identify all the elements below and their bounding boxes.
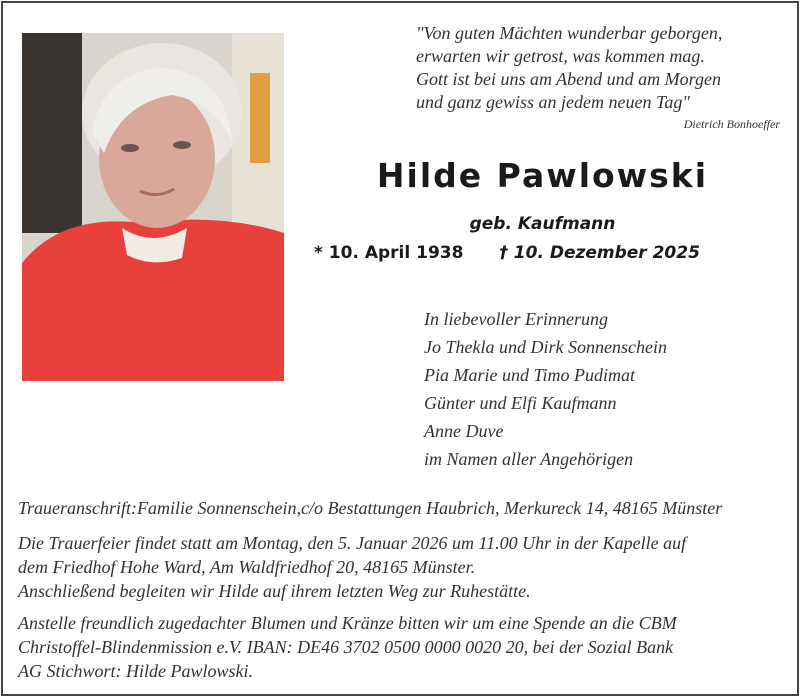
ceremony-line: Die Trauerfeier findet statt am Montag, den 5. Januar 2026 um 11.00 Uhr in der Kapelle auf [18,533,687,553]
mourner-line: Pia Marie und Timo Pudimat [424,365,635,385]
birth-date: * 10. April 1938 [314,243,464,263]
mourners-list [424,305,667,473]
quote-line: "Von guten Mächten wunderbar geborgen, [416,23,723,43]
quote-line: Gott ist bei uns am Abend und am Morgen [416,69,721,89]
donation-line: AG Stichwort: Hilde Pawlowski. [18,661,253,681]
ceremony-line: Anschließend begleiten wir Hilde auf ihrem letzten Weg zur Ruhestätte. [18,581,531,601]
bonhoeffer-quote [416,22,778,114]
donation-line: Christoffel-Blindenmission e.V. IBAN: DE46 3702 0500 0000 0020 20, bei der Sozial Bank [18,637,674,657]
death-date: † 10. Dezember 2025 [499,243,700,263]
mourner-line: In liebevoller Erinnerung [424,309,608,329]
quote-line: und ganz gewiss an jedem neuen Tag" [416,92,690,112]
donation-info [18,611,780,683]
address-text: Traueranschrift:Familie Sonnenschein,c/o Bestattungen Haubrich, Merkureck 14, 48165 Münster [18,498,723,518]
donation-line: Anstelle freundlich zugedachter Blumen und Kränze bitten wir um eine Spende an die CBM [18,613,677,633]
mourner-line: im Namen aller Angehörigen [424,449,634,469]
birth-name: geb. Kaufmann [469,214,616,234]
mourner-line: Günter und Elfi Kaufmann [424,393,617,413]
quote-line: erwarten wir getrost, was kommen mag. [416,46,705,66]
life-dates [314,243,700,263]
portrait-photo [22,33,284,381]
mourner-line: Jo Thekla und Dirk Sonnenschein [424,337,667,357]
quote-author: Dietrich Bonhoeffer [683,117,780,131]
ceremony-info [18,531,780,603]
deceased-name: Hilde Pawlowski [376,156,709,195]
ceremony-line: dem Friedhof Hohe Ward, Am Waldfriedhof 20, 48165 Münster. [18,557,476,577]
mourning-address [18,496,780,520]
mourner-line: Anne Duve [424,421,504,441]
